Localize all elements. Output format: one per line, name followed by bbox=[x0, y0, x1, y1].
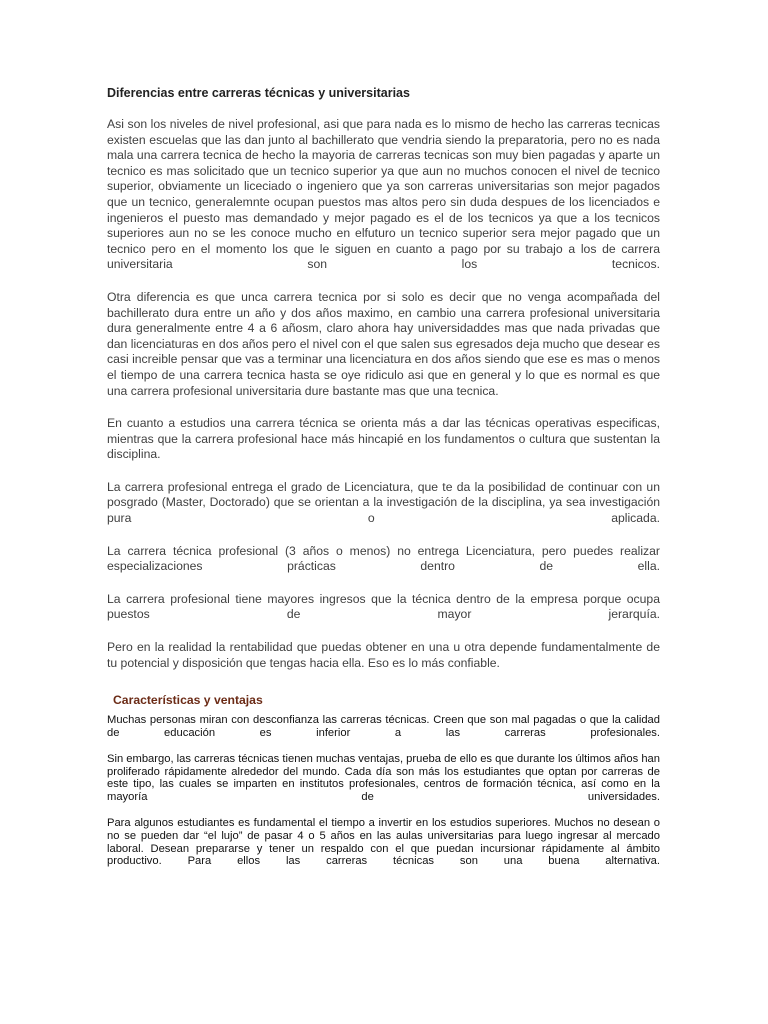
paragraph: Otra diferencia es que unca carrera tecnica por si solo es decir que no venga acompañada del bachillerato dura entre un año y dos años maximo, en cambio una carrera profesional universitaria dura generalmente entre 4 a 6 añosm, claro ahora hay universidaddes mas que nada privadas que dan licenciaturas en dos años pero el nivel con el que salen sus egresados deja mucho que desear es casi increible pensar que vas a terminar una licenciatura en dos años siendo que ese es mas o menos el tiempo de una carrera tecnica hasta se oye ridiculo asi que en general y lo que es normal es que una carrera profesional universitaria dure bastante mas que una tecnica. bbox=[107, 289, 660, 398]
document-title: Diferencias entre carreras técnicas y universitarias bbox=[107, 86, 410, 100]
paragraph: En cuanto a estudios una carrera técnica se orienta más a dar las técnicas operativas especificas, mientras que la carrera profesional hace más hincapié en los fundamentos o cultura que sustentan la disciplina. bbox=[107, 416, 660, 462]
paragraph: Pero en la realidad la rentabilidad que puedas obtener en una u otra depende fundamentalmente de tu potencial y disposición que tengas hacia ella. Eso es lo más confiable. bbox=[107, 640, 660, 670]
paragraph: La carrera técnica profesional (3 años o menos) no entrega Licenciatura, pero puedes realizar especializaciones prácticas dentro de ella. bbox=[107, 543, 660, 574]
section-paragraph: Sin embargo, las carreras técnicas tienen muchas ventajas, prueba de ello es que durante los últimos años han proliferado rápidamente alrededor del mundo. Cada día son más los estudiantes que optan por carreras de este tipo, las cuales se imparten en institutos profesionales, centros de formación técnica, así como en la mayoría de universidades. bbox=[107, 752, 660, 804]
paragraph: La carrera profesional tiene mayores ingresos que la técnica dentro de la empresa porque ocupa puestos de mayor jerarquía. bbox=[107, 591, 660, 622]
section-heading: Características y ventajas bbox=[113, 693, 263, 708]
section-paragraph: Para algunos estudiantes es fundamental el tiempo a invertir en los estudios superiores. Muchos no desean o no se pueden dar “el lujo” de pasar 4 o 5 años en las aulas universitarias para luego ingresar al mercado laboral. Desean prepararse y tener un respaldo con el que puedan incursionar rápidamente al ámbito productivo. Para ellos las carreras técnicas son una buena alternativa. bbox=[107, 817, 660, 868]
paragraph: Asi son los niveles de nivel profesional, asi que para nada es lo mismo de hecho las carreras tecnicas existen escuelas que las dan junto al bachillerato que vendria siendo la preparatoria, pero no es nada mala una carrera tecnica de hecho la mayoria de carreras tecnicas son muy bien pagadas y aparte un tecnico es mas solicitado que un tecnico superior ya que aun no muchos conocen el nivel de tecnico superior, obviamente un liceciado o ingeniero que ya son carreras universitarias son mejor pagados que un tecnico, generalemnte ocupan puestos mas altos pero sin duda despues de los licenciados e ingenieros el puesto mas demandado y mejor pagado es el de los tecnicos ya que a los tecnicos superiores aun no se les conoce mucho en elfuturo un tecnico superior sera mejor pagado que un tecnico pero en el momento los que le siguen en cuanto a pago por su trabajo a los de carrera universitaria son los tecnicos. bbox=[107, 117, 660, 272]
document-page bbox=[107, 85, 660, 881]
paragraph: La carrera profesional entrega el grado de Licenciatura, que te da la posibilidad de continuar con un posgrado (Master, Doctorado) que se orientan a la investigación de la disciplina, ya sea investigación pura o aplicada. bbox=[107, 479, 660, 526]
section-paragraph: Muchas personas miran con desconfianza las carreras técnicas. Creen que son mal pagadas o que la calidad de educación es inferior a las carreras profesionales. bbox=[107, 714, 660, 740]
